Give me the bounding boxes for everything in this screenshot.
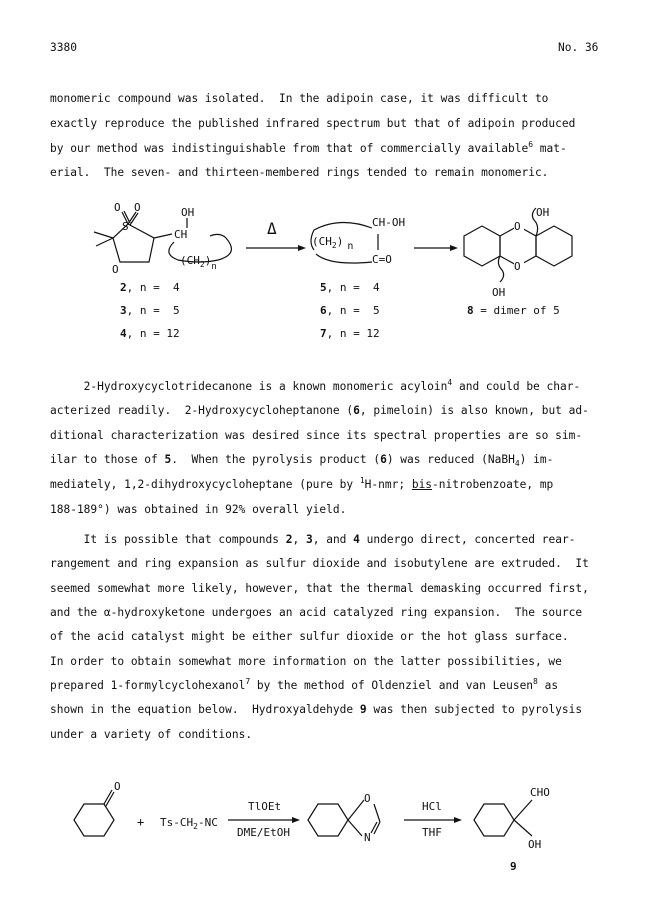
body-line: rangement and ring expansion as sulfur dioxide and isobutylene are extruded. It — [50, 557, 589, 570]
compound-ref: 5 — [164, 453, 172, 466]
hydroxyl-label: OH — [528, 838, 542, 851]
text-span: was then subjected to pyrolysis — [366, 703, 583, 716]
superscript: 1 — [359, 476, 365, 485]
italic-term: bis — [411, 478, 433, 491]
body-line — [50, 533, 575, 547]
reagent-label: TlOEt — [248, 800, 282, 813]
body-line: 188-189°) was obtained in 92% overall yield. — [50, 503, 347, 516]
methylene-chain-label — [180, 254, 217, 272]
compound-label — [120, 304, 180, 317]
body-line — [50, 404, 589, 418]
compound-number: 2 — [120, 281, 127, 294]
ring-oxygen-atom: O — [112, 263, 119, 276]
text-span: , n = 5 — [326, 304, 380, 317]
text-span: undergo direct, concerted rear- — [359, 533, 576, 546]
reaction-scheme-2 — [50, 760, 630, 880]
compound-ref: 6 — [353, 404, 360, 417]
text-span: , — [292, 533, 306, 546]
text-span: mediately, 1,2-dihydroxycycloheptane (pure by — [50, 478, 360, 491]
text-span: shown in the equation below. Hydroxyaldehyde — [50, 703, 360, 716]
reagent-label: HCl — [422, 800, 442, 813]
text-span: It is possible that compounds — [50, 533, 286, 546]
body-line — [50, 679, 558, 693]
text-span: ) was reduced (NaBH — [386, 453, 515, 466]
text-span: ilar to those of — [50, 453, 165, 466]
compound-label — [467, 304, 560, 317]
methylene-chain-label — [312, 235, 353, 252]
footnote-ref: 4 — [447, 378, 453, 387]
text-span: , pimeloin) is also known, but ad- — [359, 404, 589, 417]
text-span: , n = 4 — [326, 281, 380, 294]
text-span: (CH — [312, 235, 332, 248]
compound-label — [120, 281, 180, 294]
dimer-hydroxyl: OH — [492, 286, 506, 299]
text-span: = dimer of — [473, 304, 554, 317]
text-span: , n = 5 — [126, 304, 180, 317]
text-span: , n = 12 — [326, 327, 380, 340]
text-span: -nitrobenzoate, mp — [432, 478, 554, 491]
compound-number: 7 — [320, 327, 327, 340]
text-span: mat- — [533, 142, 567, 155]
ketone-oxygen: O — [114, 780, 121, 793]
text-span: ) — [204, 254, 212, 267]
ch-label: CH — [174, 228, 188, 241]
dimer-hydroxyl: OH — [536, 206, 550, 219]
oxazoline-nitrogen: N — [364, 831, 371, 844]
text-span: ) — [336, 235, 344, 248]
journal-issue: No. 36 — [558, 41, 599, 54]
compound-label: 9 — [510, 860, 517, 873]
text-span: ) im- — [519, 453, 554, 466]
body-line: exactly reproduce the published infrared spectrum but that of adipoin produced — [50, 117, 576, 130]
carbonyl-label: C=O — [372, 253, 392, 266]
reaction-arrow — [246, 245, 306, 251]
solvent-label: DME/EtOH — [237, 826, 290, 839]
compound-label — [320, 304, 380, 317]
reaction-arrow — [228, 817, 300, 823]
text-span: and could be char- — [452, 380, 581, 393]
compound-ref: 3 — [305, 533, 313, 546]
text-span: H-nmr; — [364, 478, 412, 491]
text-span: 2-Hydroxycyclotridecanone is a known monomeric acyloin — [50, 380, 448, 393]
compound-label — [320, 327, 380, 340]
body-line: erial. The seven- and thirteen-membered rings tended to remain monomeric. — [50, 166, 549, 179]
reaction-arrow — [414, 245, 458, 251]
cyclohexanone-structure — [74, 790, 114, 836]
subscript: n — [211, 262, 217, 272]
body-line — [50, 453, 553, 467]
body-line — [50, 703, 582, 717]
text-span: by our method was indistinguishable from that of commercially available — [50, 142, 529, 155]
compound-label — [120, 327, 180, 340]
hydroxyl-label: OH — [181, 206, 195, 219]
choh-label: CH-OH — [372, 216, 406, 229]
subscript: 2 — [331, 241, 337, 250]
scheme-1-structures — [50, 196, 630, 346]
footnote-ref: 6 — [528, 140, 534, 149]
text-span: , n = 12 — [126, 327, 180, 340]
text-span: by the method of Oldenziel and van Leusen — [250, 679, 534, 692]
compound-number: 4 — [120, 327, 127, 340]
reaction-scheme-1 — [50, 196, 630, 346]
compound-ref: 4 — [353, 533, 360, 546]
body-line: under a variety of conditions. — [50, 728, 253, 741]
compound-number: 6 — [320, 304, 327, 317]
body-line: and the α-hydroxyketone undergoes an acid catalyzed ring expansion. The source — [50, 606, 583, 619]
sulfone-o-atom: O — [114, 201, 121, 214]
text-span: 5 — [553, 304, 560, 317]
sulfur-atom: S — [122, 220, 129, 233]
compound-number: 8 — [467, 304, 474, 317]
scheme-2-structures — [50, 760, 630, 880]
subscript: 2 — [199, 260, 205, 269]
text-span: acterized readily. 2-Hydroxycycloheptanone ( — [50, 404, 354, 417]
footnote-ref: 7 — [245, 677, 251, 686]
body-line — [50, 380, 580, 394]
text-span: as — [537, 679, 559, 692]
subscript: 2 — [193, 822, 198, 831]
sulfone-o-atom: O — [134, 201, 141, 214]
body-line: seemed somewhat more likely, however, that the thermal demasking occurred first, — [50, 582, 589, 595]
subscript: 4 — [514, 459, 520, 468]
compound-ref: 6 — [380, 453, 387, 466]
body-line: ditional characterization was desired since its spectral properties are so sim- — [50, 429, 583, 442]
heat-symbol: Δ — [267, 219, 277, 238]
plus-sign: + — [137, 815, 145, 829]
text-span: , and — [312, 533, 354, 546]
compound-ref: 2 — [285, 533, 293, 546]
aldehyde-label: CHO — [530, 786, 550, 799]
page-number: 3380 — [50, 41, 77, 54]
text-span: . When the pyrolysis product ( — [171, 453, 381, 466]
oxazoline-oxygen: O — [364, 792, 371, 805]
footnote-ref: 8 — [533, 677, 538, 686]
compound-number: 3 — [120, 304, 127, 317]
compound-number: 5 — [320, 281, 327, 294]
dimer-ring-oxygen: O — [514, 220, 521, 233]
compound-ref: 9 — [359, 703, 367, 716]
subscript: n — [347, 241, 354, 252]
solvent-label: THF — [422, 826, 442, 839]
reaction-arrow — [404, 817, 462, 823]
text-span: , n = 4 — [126, 281, 180, 294]
body-line — [50, 478, 553, 492]
body-line: In order to obtain somewhat more information on the latter possibilities, we — [50, 655, 562, 668]
text-span: (CH — [180, 254, 200, 267]
text-span: -NC — [197, 816, 218, 829]
text-span: prepared 1-formylcyclohexanol — [50, 679, 246, 692]
dimer-ring-oxygen: O — [514, 260, 521, 273]
body-line: of the acid catalyst might be either sulfur dioxide or the hot glass surface. — [50, 630, 569, 643]
body-line — [50, 142, 567, 156]
text-span: Ts-CH — [160, 816, 194, 829]
body-line: monomeric compound was isolated. In the adipoin case, it was difficult to — [50, 92, 549, 105]
tosmic-reagent — [160, 816, 218, 831]
hydroxyaldehyde-structure — [474, 800, 532, 836]
compound-label — [320, 281, 380, 294]
